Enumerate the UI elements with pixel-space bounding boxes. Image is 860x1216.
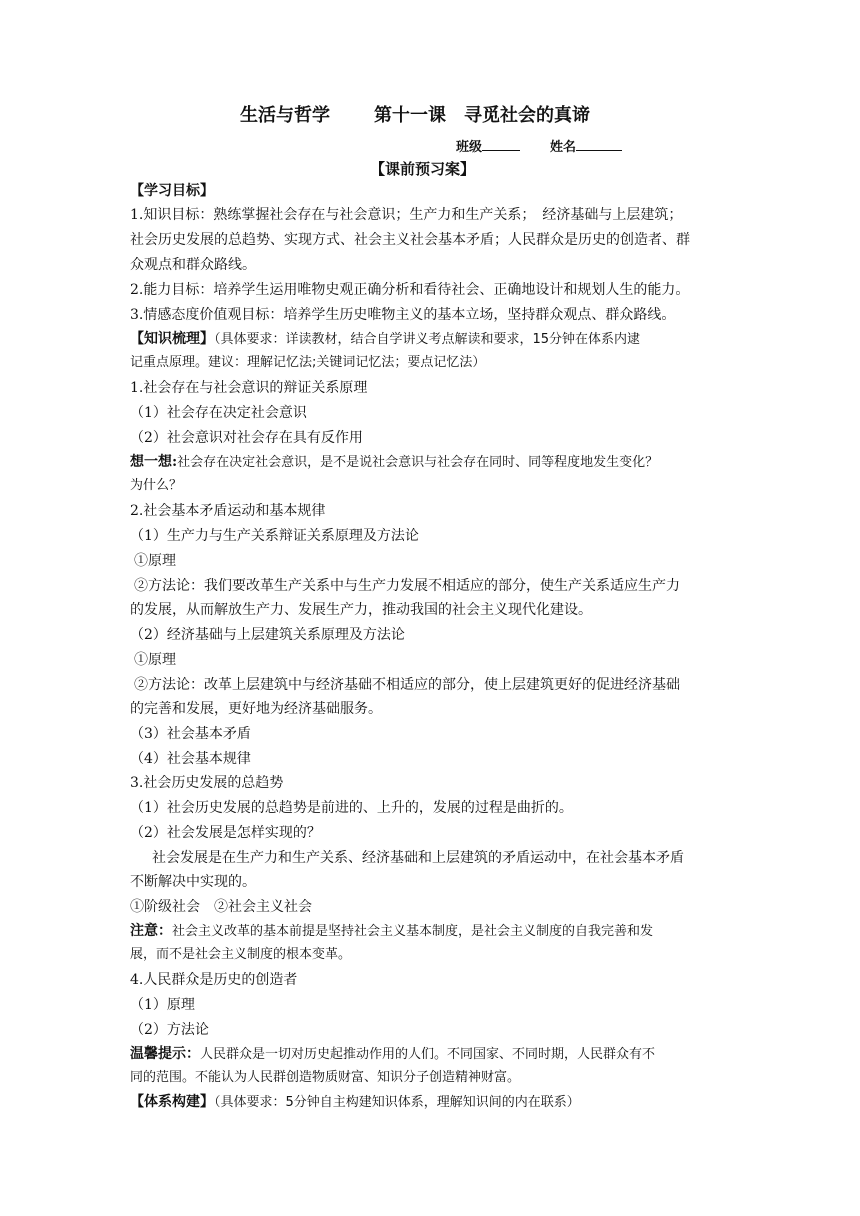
attention-line: [130, 921, 653, 942]
note-line: 记重点原理。建议：理解记忆法;关键词记忆法；要点记忆法）: [130, 355, 486, 370]
knowledge-intro: [130, 329, 640, 350]
label-think: 想一想:: [130, 454, 178, 470]
text-line: 4.人民群众是历史的创造者: [130, 972, 298, 988]
note-line: 同的范围。不能认为人民群创造物质财富、知识分子创造精神财富。: [130, 1070, 521, 1085]
text-line: 不断解决中实现的。: [130, 874, 256, 890]
note-text: （具体要求：详读教材，结合自学讲义考点解读和要求，15分钟在体系内逮: [214, 332, 641, 347]
tip-line: [130, 1044, 655, 1065]
text-line: ②方法论：我们要改革生产关系中与生产力发展不相适应的部分，使生产关系适应生产力: [134, 578, 680, 594]
text-line: 社会历史发展的总趋势、实现方式、社会主义社会基本矛盾；人民群众是历史的创造者、群: [130, 232, 690, 248]
text-line: 的完善和发展，更好地为经济基础服务。: [130, 701, 382, 717]
label-attention: 注意：: [130, 923, 172, 939]
heading-objectives: 【学习目标】: [130, 183, 214, 199]
text-line: 3.社会历史发展的总趋势: [130, 775, 284, 791]
note-line: 展，而不是社会主义制度的根本变革。: [130, 947, 352, 962]
text-line: ①原理: [134, 553, 176, 569]
text-line: （3）社会基本矛盾: [130, 726, 251, 742]
think-text: 社会存在决定社会意识，是不是说社会意识与社会存在同时、同等程度地发生变化？: [177, 455, 659, 470]
class-blank[interactable]: [482, 136, 520, 151]
text-line: 1.知识目标：熟练掌握社会存在与社会意识；生产力和生产关系； 经济基础与上层建筑；: [130, 207, 683, 223]
text-line: 2.能力目标：培养学生运用唯物史观正确分析和看待社会、正确地设计和规划人生的能力。: [130, 282, 690, 298]
text-line: （2）经济基础与上层建筑关系原理及方法论: [130, 627, 405, 643]
text-line: （1）社会历史发展的总趋势是前进的、上升的，发展的过程是曲折的。: [130, 800, 573, 816]
text-line: ①阶级社会 ②社会主义社会: [130, 899, 312, 915]
attention-text: 社会主义改革的基本前提是坚持社会主义基本制度，是社会主义制度的自我完善和发: [172, 924, 654, 939]
class-label: 班级: [456, 140, 483, 155]
class-name-row: [456, 136, 622, 158]
system-line: [130, 1092, 580, 1113]
system-text: （具体要求：5分钟自主构建知识体系，理解知识间的内在联系）: [214, 1095, 580, 1110]
text-line: ①原理: [134, 652, 176, 668]
text-line: （1）原理: [130, 997, 195, 1013]
section-subtitle: 【课前预习案】: [370, 160, 476, 178]
text-line: ②方法论：改革上层建筑中与经济基础不相适应的部分，使上层建筑更好的促进经济基础: [134, 677, 680, 693]
text-line: 1.社会存在与社会意识的辩证关系原理: [130, 380, 368, 396]
label-system: 【体系构建】: [130, 1094, 214, 1110]
text-line: 众观点和群众路线。: [130, 257, 256, 273]
text-line: （1）生产力与生产关系辩证关系原理及方法论: [130, 528, 419, 544]
label-knowledge: 【知识梳理】: [130, 331, 214, 347]
text-line: （2）社会发展是怎样实现的？: [130, 825, 321, 841]
page-title: [240, 104, 590, 128]
note-line: 为什么？: [130, 478, 183, 493]
text-line: （2）方法论: [130, 1022, 209, 1038]
text-line: 3.情感态度价值观目标：培养学生历史唯物主义的基本立场，坚持群众观点、群众路线。: [130, 307, 676, 323]
think-line: [130, 452, 658, 473]
text-line: （1）社会存在决定社会意识: [130, 405, 307, 421]
name-label: 姓名: [550, 140, 577, 155]
text-line: （4）社会基本规律: [130, 751, 251, 767]
text-line: 的发展，从而解放生产力、发展生产力，推动我国的社会主义现代化建设。: [130, 602, 592, 618]
name-blank[interactable]: [576, 136, 622, 151]
title-lesson: 第十一课 寻觅社会的真谛: [374, 105, 590, 126]
text-line: 2.社会基本矛盾运动和基本规律: [130, 503, 326, 519]
text-line: 社会发展是在生产力和生产关系、经济基础和上层建筑的矛盾运动中，在社会基本矛盾: [152, 850, 684, 866]
label-tip: 温馨提示：: [130, 1046, 200, 1062]
title-subject: 生活与哲学: [240, 105, 330, 126]
text-line: （2）社会意识对社会存在具有反作用: [130, 430, 363, 446]
tip-text: 人民群众是一切对历史起推动作用的人们。不同国家、不同时期，人民群众有不: [200, 1047, 656, 1062]
